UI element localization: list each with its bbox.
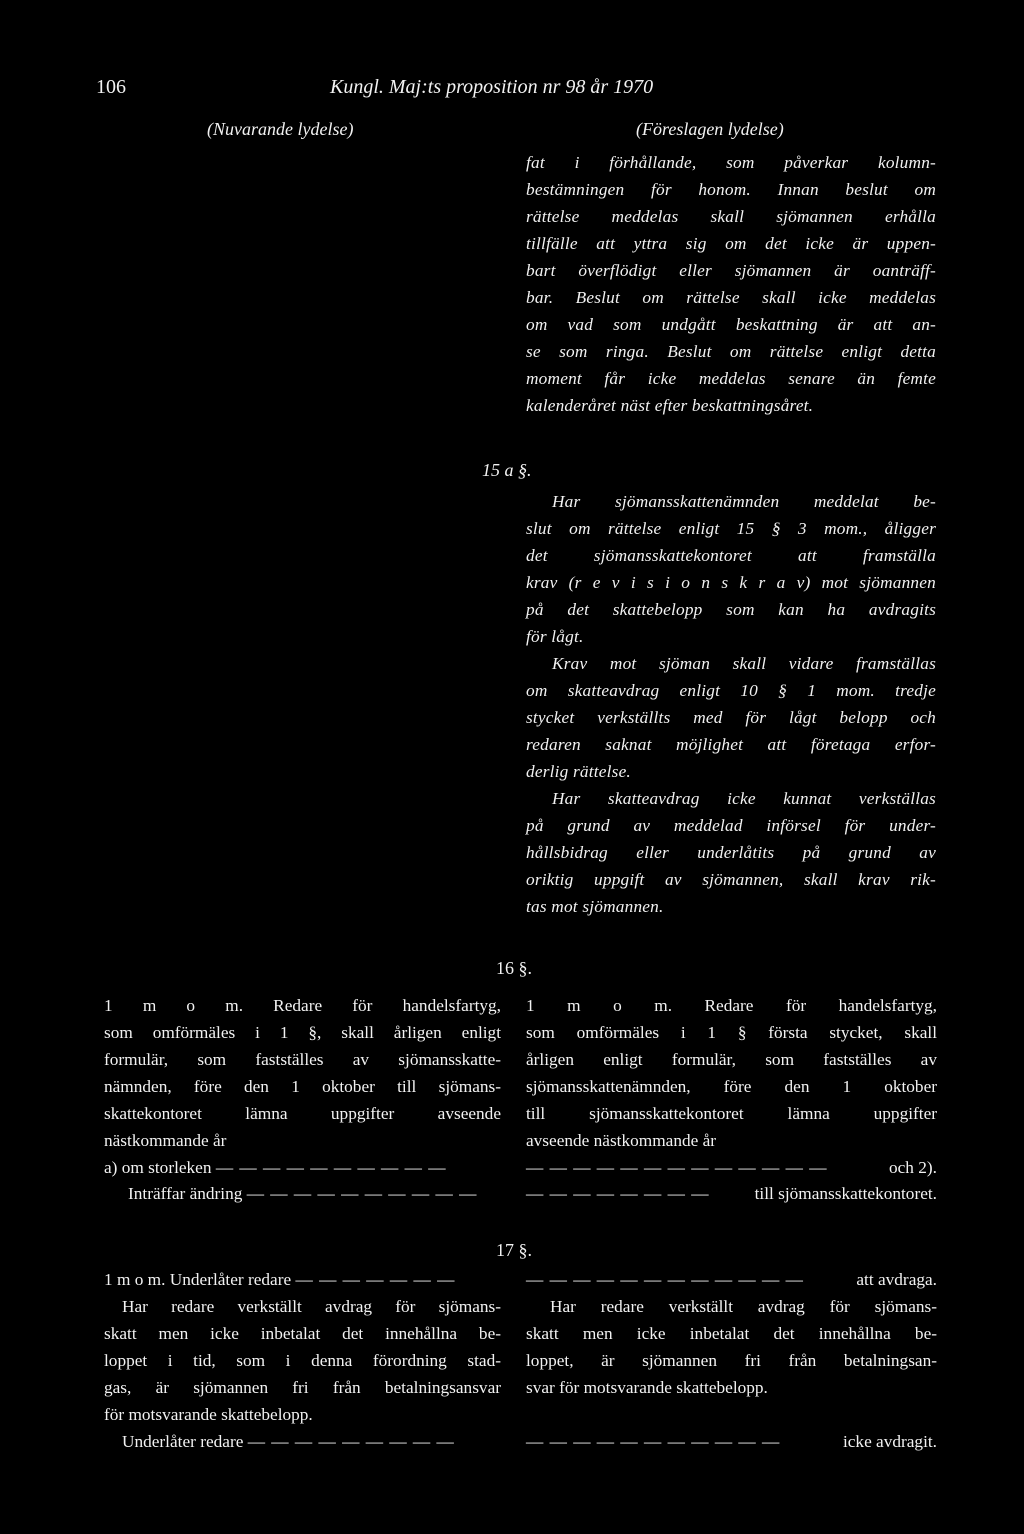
mom-17-right: — — — — — — — — — — — — att avdraga. bbox=[526, 1270, 937, 1289]
text-line: se som ringa. Beslut om rättelse enligt detta bbox=[526, 342, 936, 361]
item-a-end: och 2). bbox=[889, 1158, 937, 1177]
text-line: nämnden, före den 1 oktober till sjömans- bbox=[104, 1077, 501, 1096]
text-line: på grund av meddelad införsel för under- bbox=[526, 816, 936, 835]
text-line: nästkommande år bbox=[104, 1131, 227, 1150]
text-line: formulär, som fastställes av sjömansskatte- bbox=[104, 1050, 501, 1069]
mom-17-left: 1 m o m. Underlåter redare — — — — — — — bbox=[104, 1270, 456, 1289]
item-a-start: a) om storleken bbox=[104, 1158, 212, 1177]
text-line: det sjömansskattekontoret att framställa bbox=[526, 546, 936, 565]
text-line: som omförmäles i 1 §, skall årligen enligt bbox=[104, 1023, 501, 1042]
text-line: Har skatteavdrag icke kunnat verkställas bbox=[552, 789, 936, 808]
right-column-heading: (Föreslagen lydelse) bbox=[636, 119, 784, 139]
last-left: Underlåter redare — — — — — — — — — bbox=[122, 1432, 455, 1451]
text-line: som omförmäles i 1 § första stycket, skall bbox=[526, 1023, 937, 1042]
text-line: hållsbidrag eller underlåtits på grund av bbox=[526, 843, 936, 862]
text-line: 1 m o m. Redare för handelsfartyg, bbox=[526, 996, 937, 1015]
text-line: Har redare verkställt avdrag för sjömans- bbox=[550, 1297, 937, 1316]
text-line: moment får icke meddelas senare än femte bbox=[526, 369, 936, 388]
text-line: loppet i tid, som i denna förordning stad- bbox=[104, 1351, 501, 1370]
text-line: kalenderåret näst efter beskattningsåret. bbox=[526, 396, 814, 415]
last-right: — — — — — — — — — — — icke avdragit. bbox=[526, 1432, 937, 1451]
page-number: 106 bbox=[96, 76, 126, 98]
text-line: bestämningen för honom. Innan beslut om bbox=[526, 180, 936, 199]
text-line: bart överflödigt eller sjömannen är oanträff- bbox=[526, 261, 936, 280]
text-line: slut om rättelse enligt 15 § 3 mom., åligger bbox=[526, 519, 936, 538]
text-line: Krav mot sjöman skall vidare framställas bbox=[552, 654, 936, 673]
last-end: icke avdragit. bbox=[842, 1432, 937, 1451]
item-a-right: — — — — — — — — — — — — — och 2). bbox=[526, 1158, 937, 1177]
left-column-heading: (Nuvarande lydelse) bbox=[207, 119, 354, 139]
text-line: på det skattebelopp som kan ha avdragits bbox=[526, 600, 936, 619]
text-line: om skatteavdrag enligt 10 § 1 mom. tredje bbox=[526, 681, 936, 700]
text-line: bar. Beslut om rättelse skall icke meddelas bbox=[526, 288, 936, 307]
text-line: Har redare verkställt avdrag för sjömans- bbox=[122, 1297, 501, 1316]
text-line: stycket verkställts med för lågt belopp och bbox=[526, 708, 936, 727]
change-right: — — — — — — — — till sjömansskattekontoret. bbox=[526, 1184, 937, 1203]
text-line: sjömansskattenämnden, före den 1 oktober bbox=[526, 1077, 937, 1096]
text-line: skatt men icke inbetalat det innehållna be- bbox=[526, 1324, 937, 1343]
change-start: Inträffar ändring bbox=[128, 1184, 243, 1203]
text-line: oriktig uppgift av sjömannen, skall krav rik- bbox=[526, 870, 936, 889]
text-line: för motsvarande skattebelopp. bbox=[104, 1405, 313, 1424]
section-heading-15a: 15 a §. bbox=[482, 460, 532, 480]
text-line: tillfälle att yttra sig om det icke är uppen- bbox=[526, 234, 936, 253]
section-heading-16: 16 §. bbox=[496, 958, 532, 978]
text-line: till sjömansskattekontoret lämna uppgifter bbox=[526, 1104, 937, 1123]
text-line: skattekontoret lämna uppgifter avseende bbox=[104, 1104, 501, 1123]
text-line: för lågt. bbox=[526, 627, 584, 646]
change-end: till sjömansskattekontoret. bbox=[754, 1184, 937, 1203]
text-line: rättelse meddelas skall sjömannen erhålla bbox=[526, 207, 936, 226]
running-title: Kungl. Maj:ts proposition nr 98 år 1970 bbox=[330, 76, 654, 98]
text-line: tas mot sjömannen. bbox=[526, 897, 664, 916]
last-start: Underlåter redare bbox=[122, 1432, 244, 1451]
text-line: fat i förhållande, som påverkar kolumn- bbox=[526, 153, 936, 172]
text-line: avseende nästkommande år bbox=[526, 1131, 717, 1150]
section-heading-17: 17 §. bbox=[496, 1240, 532, 1260]
mom-17-start: 1 m o m. Underlåter redare bbox=[104, 1270, 292, 1289]
text-line: loppet, är sjömannen fri från betalningsan- bbox=[526, 1351, 937, 1370]
text-line: derlig rättelse. bbox=[526, 762, 631, 781]
change-left: Inträffar ändring — — — — — — — — — — bbox=[128, 1184, 478, 1203]
text-line: redaren saknat möjlighet att företaga erfor- bbox=[526, 735, 936, 754]
text-line: krav (r e v i s i o n s k r a v) mot sjömannen bbox=[526, 573, 936, 592]
text-line: gas, är sjömannen fri från betalningsansvar bbox=[104, 1378, 501, 1397]
text-line: årligen enligt formulär, som fastställes av bbox=[526, 1050, 937, 1069]
mom-17-end: att avdraga. bbox=[856, 1270, 937, 1289]
text-line: svar för motsvarande skattebelopp. bbox=[526, 1378, 768, 1397]
item-a-left: a) om storleken — — — — — — — — — — bbox=[104, 1158, 447, 1177]
text-line: om vad som undgått beskattning är att an- bbox=[526, 315, 936, 334]
text-line: 1 m o m. Redare för handelsfartyg, bbox=[104, 996, 501, 1015]
text-line: skatt men icke inbetalat det innehållna be- bbox=[104, 1324, 501, 1343]
text-line: Har sjömansskattenämnden meddelat be- bbox=[552, 492, 936, 511]
